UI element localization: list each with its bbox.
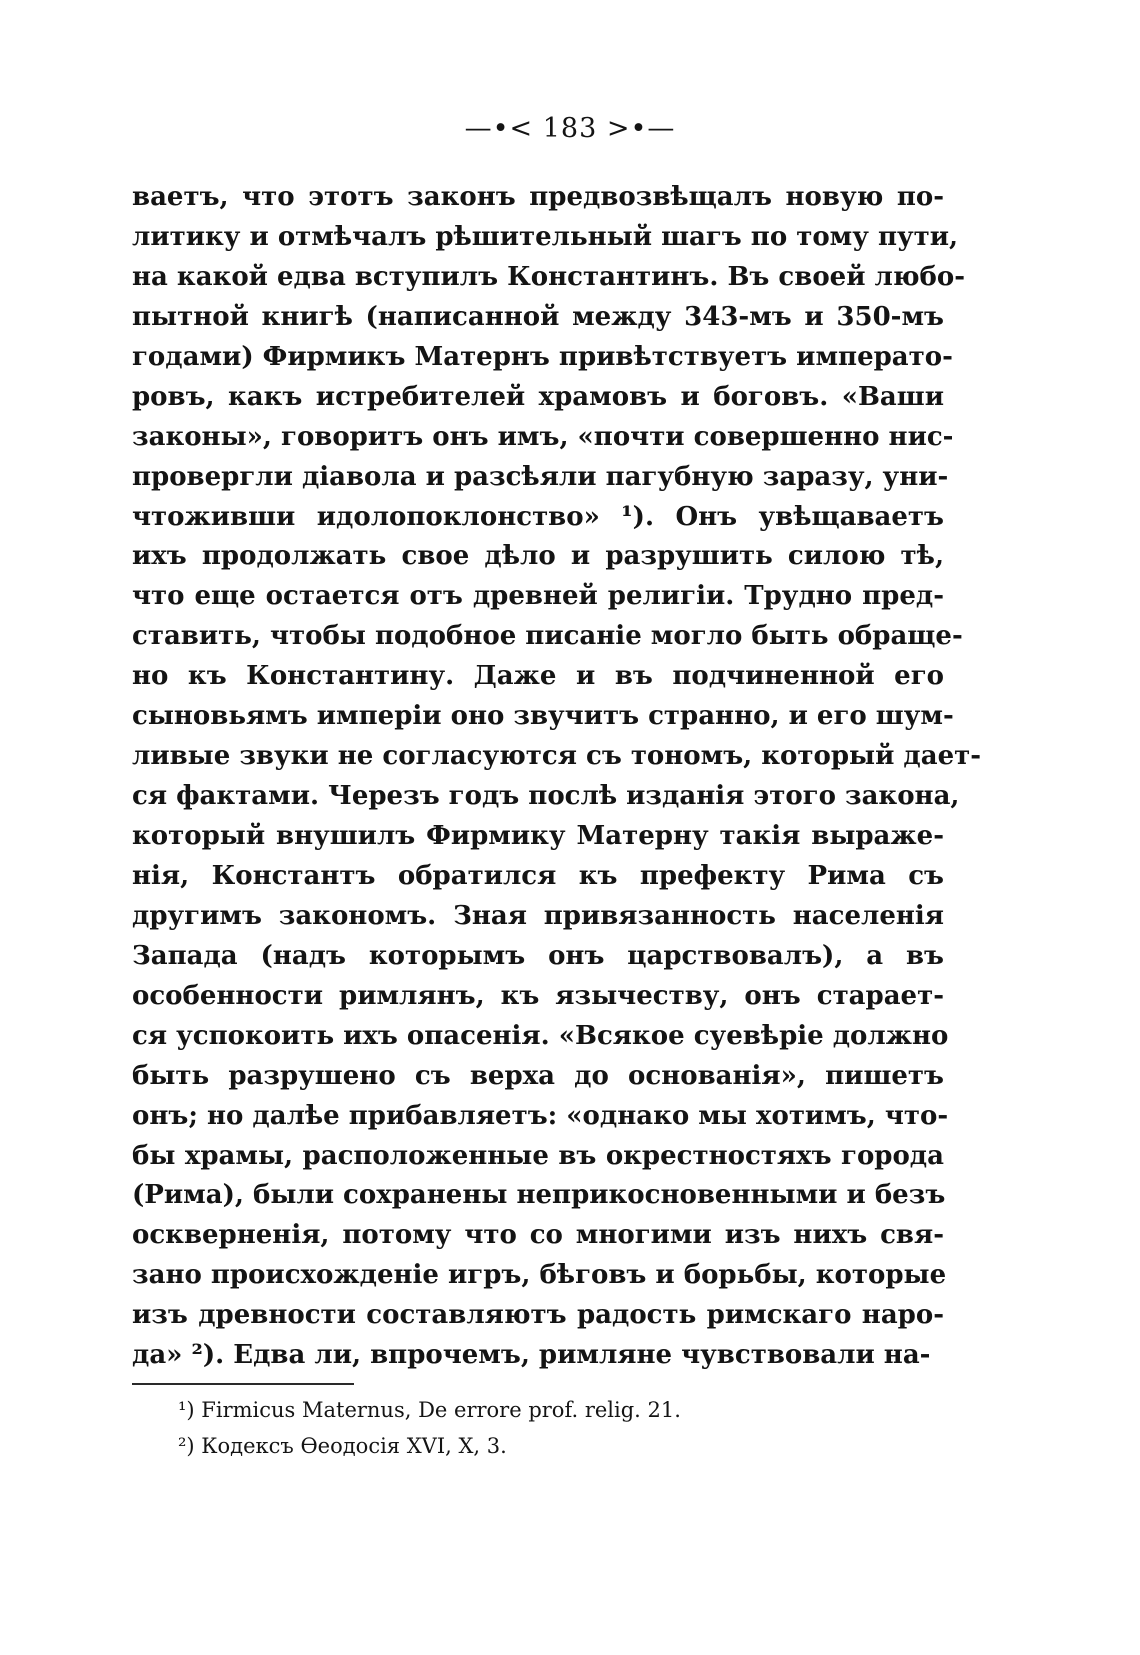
- footnote: ²) Кодексъ Ѳеодосія XVI, X, 3.: [178, 1434, 507, 1458]
- text-line: провергли діавола и разсѣяли пагубную заразу, уни-: [132, 461, 949, 492]
- text-line: онъ; но далѣе прибавляетъ: «однако мы хотимъ, что-: [132, 1100, 949, 1131]
- text-line: ровъ, какъ истребителей храмовъ и боговъ. «Ваши: [132, 381, 944, 412]
- text-line: ваетъ, что этотъ законъ предвозвѣщалъ новую по-: [132, 182, 944, 212]
- text-line: бы храмы, расположенные въ окрестностяхъ города: [132, 1140, 944, 1171]
- text-line: другимъ закономъ. Зная привязанность населенія: [132, 900, 944, 931]
- text-line: да» ²). Едва ли, впрочемъ, римляне чувствовали на-: [132, 1340, 931, 1371]
- page-number: —•< 183 >•—: [464, 113, 676, 144]
- text-line: ливые звуки не согласуются съ тономъ, который дает-: [132, 741, 982, 772]
- text-line: ся успокоить ихъ опасенія. «Всякое суевѣріе должно: [132, 1020, 949, 1051]
- text-line: законы», говоритъ онъ имъ, «почти совершенно нис-: [132, 421, 954, 452]
- text-line: но къ Константину. Даже и въ подчиненной его: [132, 661, 944, 692]
- footnote-divider: [132, 1383, 354, 1385]
- text-line: литику и отмѣчалъ рѣшительный шагъ по тому пути,: [132, 221, 959, 252]
- text-line: который внушилъ Фирмику Матерну такія выраже-: [132, 821, 944, 851]
- text-line: ставить, чтобы подобное писаніе могло быть обраще-: [132, 621, 963, 652]
- text-line: сыновьямъ имперіи оно звучитъ странно, и его шум-: [132, 701, 954, 732]
- text-line: годами) Фирмикъ Матернъ привѣтствуетъ императо-: [132, 341, 953, 372]
- text-line: зано происхожденіе игръ, бѣговъ и борьбы, которые: [132, 1260, 947, 1291]
- text-line: оскверненія, потому что со многими изъ нихъ свя-: [132, 1220, 944, 1251]
- text-line: ся фактами. Черезъ годъ послѣ изданія этого закона,: [132, 781, 960, 812]
- text-line: (Рима), были сохранены неприкосновенными и безъ: [132, 1180, 946, 1211]
- text-line: изъ древности составляютъ радость римскаго наро-: [132, 1300, 944, 1331]
- body-text: [132, 178, 982, 1376]
- text-line: ихъ продолжать свое дѣло и разрушить силою тѣ,: [132, 541, 944, 572]
- text-line: быть разрушено съ верха до основанія», пишетъ: [132, 1060, 944, 1091]
- text-line: особенности римлянъ, къ язычеству, онъ старает-: [132, 980, 944, 1011]
- footnotes: [178, 1392, 938, 1464]
- text-line: на какой едва вступилъ Константинъ. Въ своей любо-: [132, 261, 966, 292]
- text-line: нія, Константъ обратился къ префекту Рима съ: [132, 860, 944, 891]
- text-line: что еще остается отъ древней религіи. Трудно пред-: [132, 581, 944, 612]
- text-line: Запада (надъ которымъ онъ царствовалъ), а въ: [132, 940, 944, 971]
- text-line: чтоживши идолопоклонство» ¹). Онъ увѣщаваетъ: [132, 501, 944, 532]
- footnote: ¹) Firmicus Maternus, De errore prof. relig. 21.: [178, 1398, 681, 1422]
- text-line: пытной книгѣ (написанной между 343-мъ и 350-мъ: [132, 301, 944, 332]
